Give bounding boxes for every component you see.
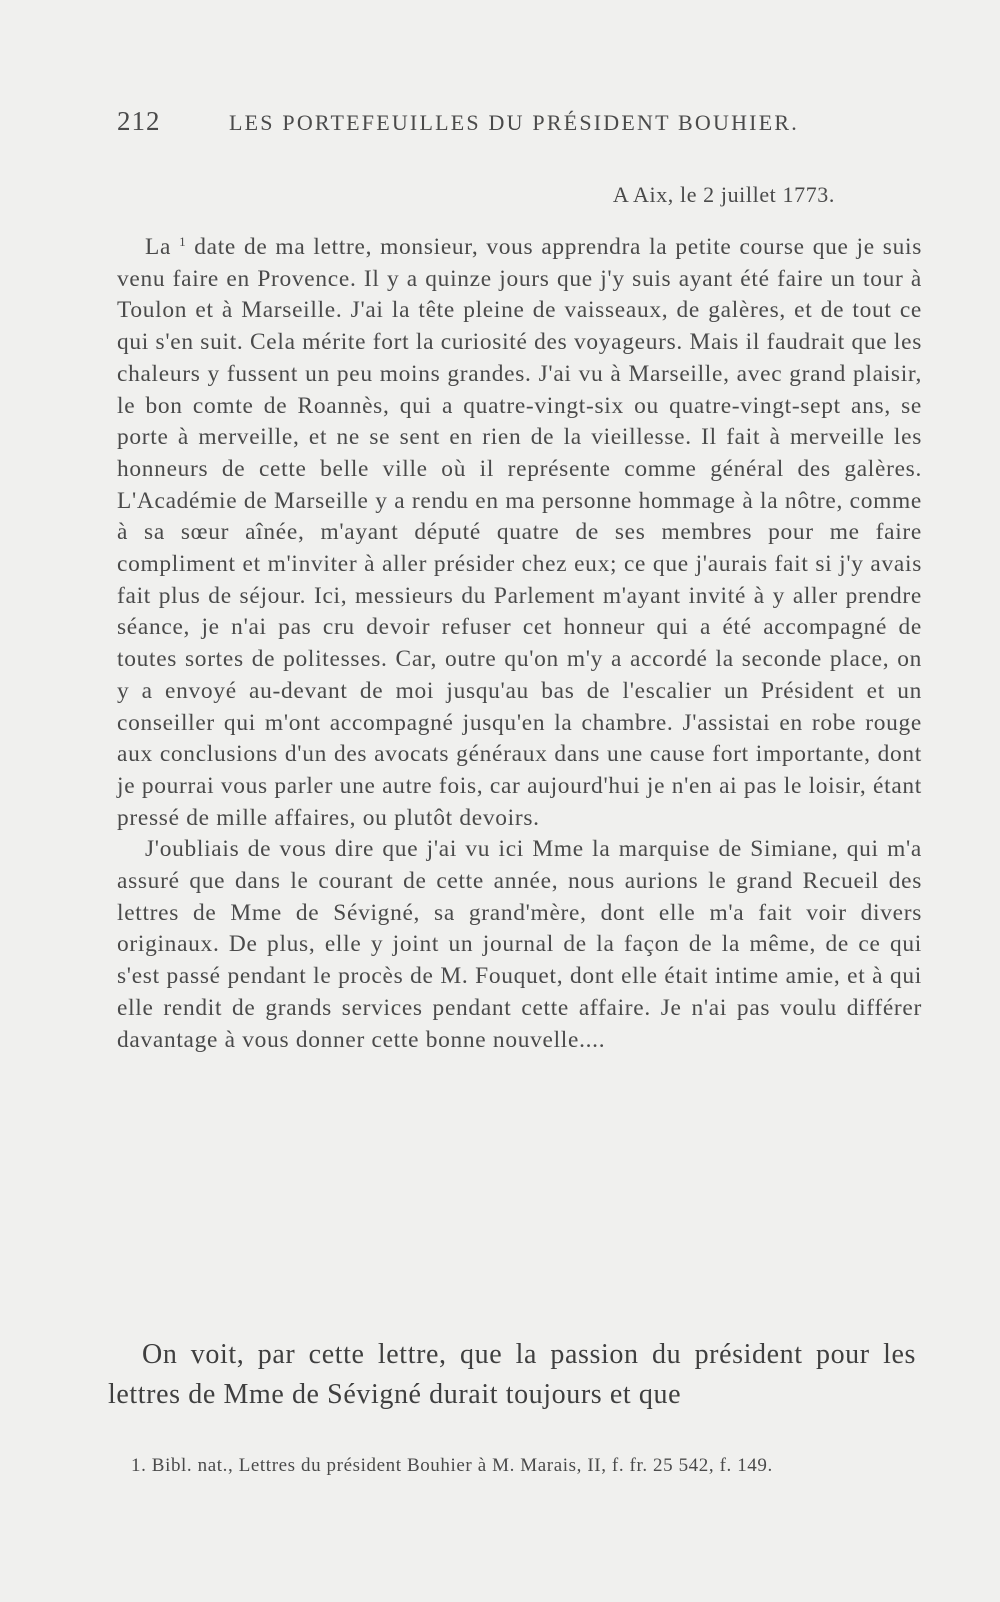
letter-paragraph-1-start: La [145, 234, 172, 260]
running-head [117, 106, 827, 146]
footnote [117, 1452, 917, 1480]
commentary-paragraph: On voit, par cette lettre, que la passion du président pour les lettres de Mme de Sévigné durait toujours et que [108, 1339, 916, 1410]
letter-paragraph-1 [117, 232, 922, 834]
commentary [108, 1335, 916, 1415]
page-number: 212 [117, 106, 161, 136]
letter-body [117, 232, 922, 1056]
running-title: LES PORTEFEUILLES DU PRÉSIDENT BOUHIER. [229, 110, 799, 135]
footnote-text: 1. Bibl. nat., Lettres du président Bouhier à M. Marais, II, f. fr. 25 542, f. 149. [131, 1455, 773, 1476]
letter-dateline: A Aix, le 2 juillet 1773. [612, 182, 835, 207]
footnote-reference: 1 [179, 234, 187, 249]
letter-paragraph-1-rest: date de ma lettre, monsieur, vous apprendra la petite course que je suis venu faire en Provence. Il y a quinze jours que j'y suis ayant été faire un tour à Toulon et à Marseille. J'ai la tête pleine de vaisseaux, de galères, et de tout ce qui s'en suit. Cela mérite fort la curiosité des voyageurs. Mais il faudrait que les chaleurs y fussent un peu moins grandes. J'ai vu à Marseille, avec grand plaisir, le bon comte de Roannès, qui a quatre-vingt-six ou quatre-vingt-sept ans, se porte à merveille, et ne se sent en rien de la vieillesse. Il fait à merveille les honneurs de cette belle ville où il représente comme général des galères. L'Académie de Marseille y a rendu en ma personne hommage à la nôtre, comme à sa sœur aînée, m'ayant député quatre de ses membres pour me faire compliment et m'inviter à aller présider chez eux; ce que j'aurais fait si j'y avais fait plus de séjour. Ici, messieurs du Parlement m'ayant invité à y aller prendre séance, je n'ai pas cru devoir refuser cet honneur qui a été accompagné de toutes sortes de politesses. Car, outre qu'on m'y a accordé la seconde place, on y a envoyé au-devant de moi jusqu'au bas de l'escalier un Président et un conseiller qui m'ont accompagné jusqu'en la chambre. J'assistai en robe rouge aux conclusions d'un des avocats généraux dans une cause fort importante, dont je pourrai vous parler une autre fois, car aujourd'hui je n'en ai pas le loisir, étant pressé de mille affaires, ou plutôt devoirs. [117, 234, 922, 831]
letter-paragraph-2: J'oubliais de vous dire que j'ai vu ici Mme la marquise de Simiane, qui m'a assuré que dans le courant de cette année, nous aurions le grand Recueil des lettres de Mme de Sévigné, sa grand'mère, dont elle m'a fait voir divers originaux. De plus, elle y joint un journal de la façon de la même, de ce qui s'est passé pendant le procès de M. Fouquet, dont elle était intime amie, et à qui elle rendit de grands services pendant cette affaire. Je n'ai pas voulu différer davantage à vous donner cette bonne nouvelle.... [117, 836, 922, 1053]
